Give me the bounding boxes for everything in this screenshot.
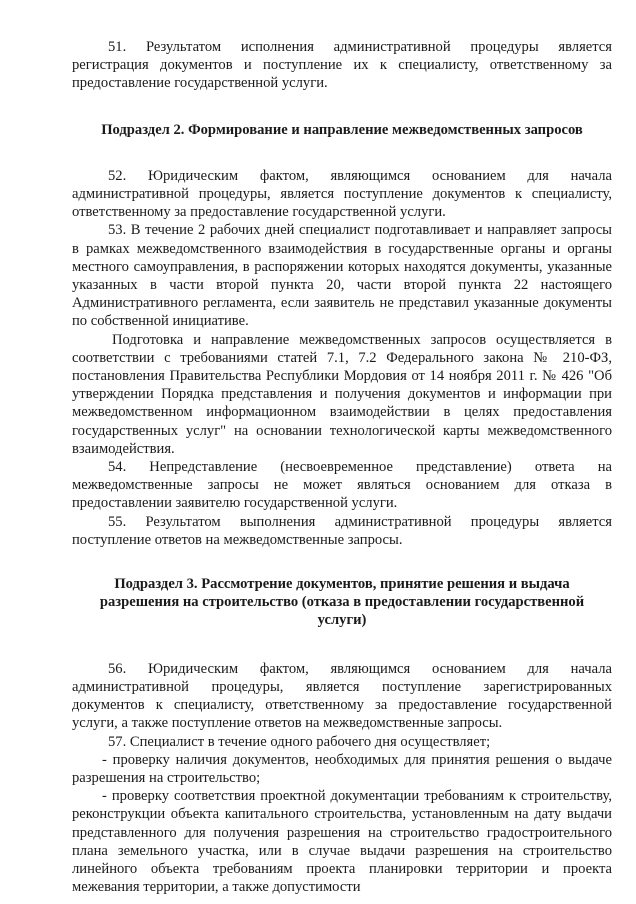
- document-page: [72, 38, 612, 896]
- subsection-3-heading-line-1: Подраздел 3. Рассмотрение документов, принятие решения и выдача: [114, 576, 570, 593]
- subsection-3-heading: [72, 575, 612, 630]
- spacer: [72, 139, 612, 167]
- paragraph-57: 57. Специалист в течение одного рабочего дня осуществляет;: [108, 733, 491, 750]
- spacer: [72, 630, 612, 660]
- paragraph-53-continuation: Подготовка и направление межведомственных запросов осуществляется в соответствии с требованиями статей 7.1, 7.2 Федерального закона № 210-ФЗ, постановления Правительства Республики Мордовия от 14 ноября 2011 г. № 426 "Об утверждении Порядка представления и получения документов и информации при межведомственном информационном взаимодействии в целях предоставления государственных услуг" на основании технологической карты межведомственного взаимодействия.: [72, 331, 612, 457]
- spacer: [72, 549, 612, 575]
- paragraph-57-item-1: - проверку наличия документов, необходимых для принятия решения о выдаче разрешения на строительство;: [72, 751, 612, 786]
- paragraph-57-item-2: - проверку соответствия проектной документации требованиям к строительству, реконструкции объекта капитального строительства, установленным на дату выдачи представленного для получения разрешения на строительство градостроительного плана земельного участка, или в случае выдачи разрешения на строительство линейного объекта требованиям проекта планировки территории и проекта межевания территории, а также допустимости: [72, 788, 612, 896]
- subsection-3-heading-line-2: разрешения на строительство (отказа в предоставлении государственной: [99, 594, 585, 611]
- subsection-2-heading: Подраздел 2. Формирование и направление межведомственных запросов: [101, 121, 583, 138]
- paragraph-54: 54. Непредставление (несвоевременное представление) ответа на межведомственные запросы не может являться основанием для отказа в предоставлении заявителю государственной услуги.: [72, 459, 612, 512]
- paragraph-52: 52. Юридическим фактом, являющимся основанием для начала административной процедуры, является поступление документов к специалисту, ответственному за предоставление государственной услуги.: [72, 167, 612, 221]
- spacer: [72, 93, 612, 121]
- paragraph-53: 53. В течение 2 рабочих дней специалист подготавливает и направляет запросы в рамках межведомственного взаимодействия в государственные органы и органы местного самоуправления, в распоряжении которых находятся документы, указанные указанных в части второй пункта 20, части второй пункта 22 настоящего Административного регламента, если заявитель не представил указанные документы по собственной инициативе.: [72, 222, 612, 330]
- paragraph-51: 51. Результатом исполнения административной процедуры является регистрация документов и поступление их к специалисту, ответственному за предоставление государственной услуги.: [72, 39, 612, 92]
- paragraph-56: 56. Юридическим фактом, являющимся основанием для начала административной процедуры, является поступление зарегистрированных документов к специалисту, ответственному за предоставление государственной услуги, а также поступление ответов на межведомственные запросы.: [72, 660, 612, 732]
- subsection-3-heading-line-3: услуги): [317, 612, 367, 629]
- paragraph-55: 55. Результатом выполнения административной процедуры является поступление ответов на межведомственные запросы.: [72, 513, 612, 548]
